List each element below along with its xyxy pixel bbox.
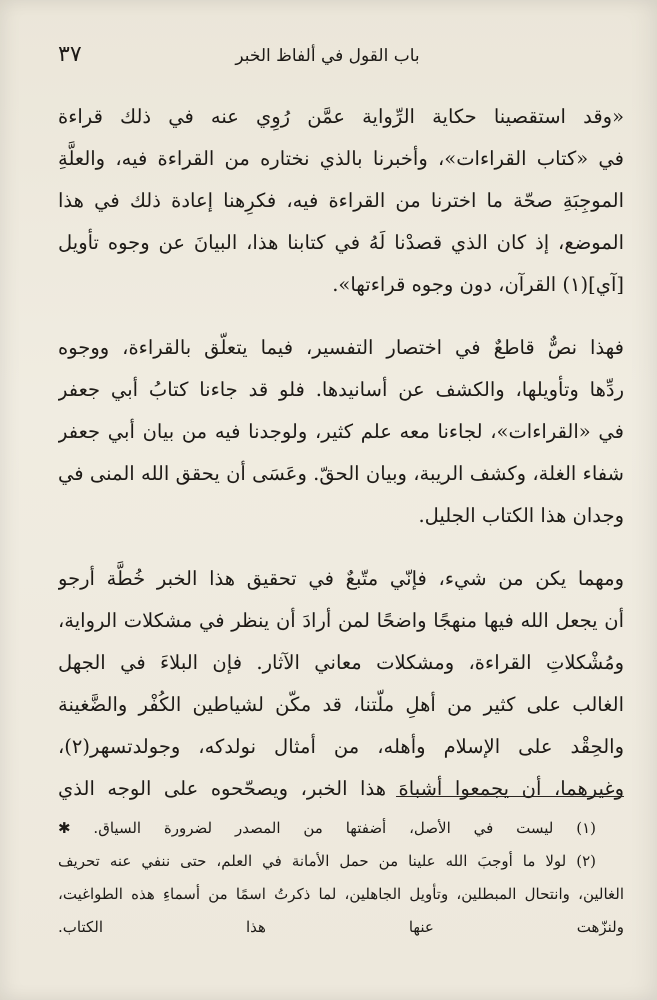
footnote-2 [58, 845, 624, 944]
page-number: ٣٧ [58, 42, 82, 67]
text-line: الموضع، إذ كان الذي قصدْنا لَهُ في كتابنا هذا، البيانَ عن وجوه تأويل [58, 231, 624, 254]
footnote-line: (٢) لولا ما أوجبَ الله علينا من حمل الأمانة في العلم، حتى ننفي عنه تحريف [58, 852, 596, 870]
paragraph-3 [58, 558, 624, 810]
text-line: ومُشْكلاتِ القراءة، ومشكلات معاني الآثار. فإن البلاءَ في الجهل [58, 651, 624, 674]
text-line: [آي](١) القرآن، دون وجوه قراءتها». [332, 273, 624, 296]
text-line: الموجِبَةِ صحّة ما اخترنا من القراءة فيه، فكرِهنا إعادة ذلك في هذا [58, 189, 624, 212]
text-line: الغالب على كثير من أهلِ ملّتنا، قد مكّن لشياطين الكُفْر والضَّغينة [58, 693, 624, 716]
text-line: «وقد استقصينا حكاية الرِّواية عمَّن رُوِي عنه في ذلك قراءة [58, 105, 624, 128]
text-line: وغيرهما، أن يجمعوا أشباهَ هذا الخبر، ويصحّحوه على الوجه الذي [58, 777, 624, 800]
text-line: وجدان هذا الكتاب الجليل. [418, 504, 624, 527]
text-line: في «القراءات»، لجاءنا معه علم كثير، ولوجدنا فيه من بيان أبي جعفر [58, 420, 624, 443]
footnote-separator [396, 796, 624, 797]
paragraph-2 [58, 327, 624, 537]
main-text [58, 96, 624, 810]
footnote-1 [58, 812, 624, 845]
footnotes [58, 812, 624, 944]
text-line: ومهما يكن من شيء، فإنّي متّبعٌ في تحقيق هذا الخبر خُطَّة أرجو [58, 567, 624, 590]
footnote-line: ولنزّهت عنها هذا الكتاب. [58, 918, 624, 936]
text-line: فهذا نصٌّ قاطعٌ في اختصار التفسير، فيما يتعلّق بالقراءة، ووجوه [58, 336, 624, 359]
text-line: شفاء الغلة، وكشف الريبة، وبيان الحقّ. وعَسَى أن يحقق الله المنى في [58, 462, 624, 485]
footnote-line: (١) ليست في الأصل، أضفتها من المصدر لضرورة السياق. ✱ [58, 819, 596, 837]
running-title: باب القول في ألفاظ الخبر [235, 46, 420, 66]
text-line: ردِّها وتأويلها، والكشف عن أسانيدها. فلو قد جاءنا كتابُ أبي جعفر [58, 378, 624, 401]
paragraph-1 [58, 96, 624, 306]
text-line: في «كتاب القراءات»، وأخبرنا بالذي نختاره من القراءة فيه، والعلَّةِ [58, 147, 624, 170]
text-line: أن يجعل الله فيها منهجًا واضحًا لمن أرادَ أن ينظر في مشكلات الرواية، [58, 609, 624, 632]
text-line: والحِقْد على الإسلام وأهله، من أمثال نولدكه، وجولدتسهر(٢)، [58, 735, 624, 758]
page-header [58, 40, 597, 74]
footnote-line: الغالين، وانتحال المبطلين، وتأويل الجاهلين، لما ذكرتُ اسمًا من أسماءِ هذه الطواغيت، [58, 885, 624, 903]
